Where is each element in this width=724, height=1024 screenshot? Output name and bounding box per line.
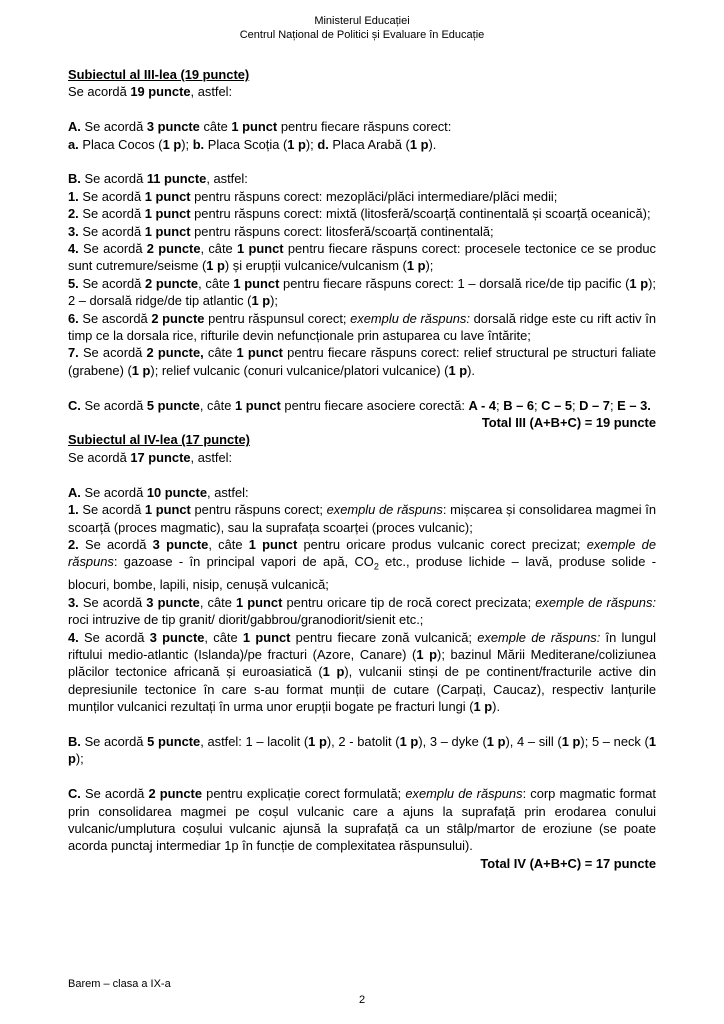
section-4-total: Total IV (A+B+C) = 17 puncte bbox=[480, 855, 656, 871]
center-name: Centrul Național de Politici și Evaluare în Educație bbox=[239, 29, 485, 41]
section-3-b-intro: B. Se acordă 11 puncte, astfel: bbox=[68, 171, 248, 187]
section-4-title: Subiectul al IV-lea (17 puncte) bbox=[68, 432, 250, 448]
list-item: 3. Se acordă 3 puncte, câte 1 punct pentru oricare tip de rocă corect precizata; exemple de răspuns: roci intruzive de tip granit/ diorit/gabbrou/granodiorit/sienit etc.; bbox=[68, 594, 656, 628]
section-4-a-list bbox=[68, 501, 656, 715]
list-item: 5. Se acordă 2 puncte, câte 1 punct pentru fiecare răspuns corect: 1 – dorsală rice/de tip pacific (1 p); 2 – dorsală ridge/de tip atlantic (1 p); bbox=[68, 275, 656, 309]
list-item: 1. Se acordă 1 punct pentru răspuns corect: mezoplăci/plăci intermediare/plăci medii; bbox=[68, 188, 558, 204]
list-item: 2. Se acordă 3 puncte, câte 1 punct pentru oricare produs vulcanic corect precizat; exemple de răspuns: gazoase - în principal vapori de apă, $CO_2$ etc., produse lichide – lavă, produse solide - blocuri, bombe, lapili, nisip, cenușă vulcanică; bbox=[68, 536, 656, 593]
ministry-name: Ministerul Educației bbox=[314, 15, 410, 27]
section-3-total: Total III (A+B+C) = 19 puncte bbox=[481, 415, 656, 431]
list-item: 6. Se ascordă 2 puncte pentru răspunsul corect; exemplu de răspuns: dorsală ridge este cu rift activ în timp ce la dorsala rice, rifturile devin nefuncționale prin astuparea cu lave întărite; bbox=[68, 310, 656, 344]
list-item: 3. Se acordă 1 punct pentru răspuns corect: litosferă/scoarță continentală; bbox=[68, 223, 494, 239]
section-3-b-list bbox=[68, 188, 656, 379]
section-4-a-intro: A. Se acordă 10 puncte, astfel: bbox=[68, 484, 249, 500]
section-4-c: C. Se acordă 2 puncte pentru explicație corect formulată; exemplu de răspuns: corp magmatic format prin consolidarea magmei pe coșul vulcanic care a ajuns la suprafață prin erodarea conului vulcanic/umplutura coșului vulcanic ajunsă la suprafață ca un stâlp/martor de eroziune (se poate acorda punctaj intermediar 1p în funcție de complexitatea răspunsului). bbox=[68, 786, 657, 854]
page-header bbox=[0, 14, 724, 42]
list-item: 1. Se acordă 1 punct pentru răspuns corect; exemplu de răspuns: mișcarea și consolidarea magmei în scoarță (proces magmatic), sau la suprafața scoarței (proces vulcanic); bbox=[68, 502, 656, 535]
section-3-c: C. Se acordă 5 puncte, câte 1 punct pentru fiecare asociere corectă: A - 4; B – 6; C – 5; D – 7; E – 3. bbox=[68, 397, 651, 413]
list-item: 4. Se acordă 2 puncte, câte 1 punct pentru fiecare răspuns corect: procesele tectonice ce se produc sunt cutremure/seisme (1 p) și erupții vulcanice/vulcanism (1 p); bbox=[68, 241, 656, 274]
document-body bbox=[68, 66, 656, 872]
page-number: 2 bbox=[358, 994, 366, 1006]
section-3-a-intro: A. Se acordă 3 puncte câte 1 punct pentru fiecare răspuns corect: bbox=[68, 119, 452, 135]
section-3-intro: Se acordă 19 puncte, astfel: bbox=[68, 84, 233, 100]
section-3-title: Subiectul al III-lea (19 puncte) bbox=[68, 67, 250, 82]
footer-label: Barem – clasa a IX-a bbox=[68, 978, 171, 990]
section-3-a-answers: a. Placa Cocos (1 p); b. Placa Scoția (1 p); d. Placa Arabă (1 p). bbox=[68, 136, 437, 152]
list-item: 4. Se acordă 3 puncte, câte 1 punct pentru fiecare zonă vulcanică; exemple de răspuns: în lungul riftului medio-atlantic (Islanda)/pe fracturi (Azore, Canare) (1 p); bazinul Mării Mediterane/coliziunea plăcilor tectonice africană și euroasiatică (1 p), vulcanii stinși de pe continent/fracturile active din depresiunile tectonice în care s-au format munții de cutare (Carpați, Caucaz), respectiv lanțurile munților vulcanici rezultați în urma unor erupții bogate pe fracturi lungi (1 p). bbox=[68, 629, 657, 715]
section-4-intro: Se acordă 17 puncte, astfel: bbox=[68, 449, 233, 465]
list-item: 7. Se acordă 2 puncte, câte 1 punct pentru fiecare răspuns corect: relief structural pe structuri faliate (grabene) (1 p); relief vulcanic (conuri vulcanice/platori vulcanice) (1 p). bbox=[68, 345, 657, 378]
list-item: 2. Se acordă 1 punct pentru răspuns corect: mixtă (litosferă/scoarță continentală și scoarță oceanică); bbox=[68, 206, 651, 222]
section-4-b: B. Se acordă 5 puncte, astfel: 1 – lacolit (1 p), 2 - batolit (1 p), 3 – dyke (1 p), 4 – sill (1 p); 5 – neck (1 p); bbox=[68, 733, 657, 767]
